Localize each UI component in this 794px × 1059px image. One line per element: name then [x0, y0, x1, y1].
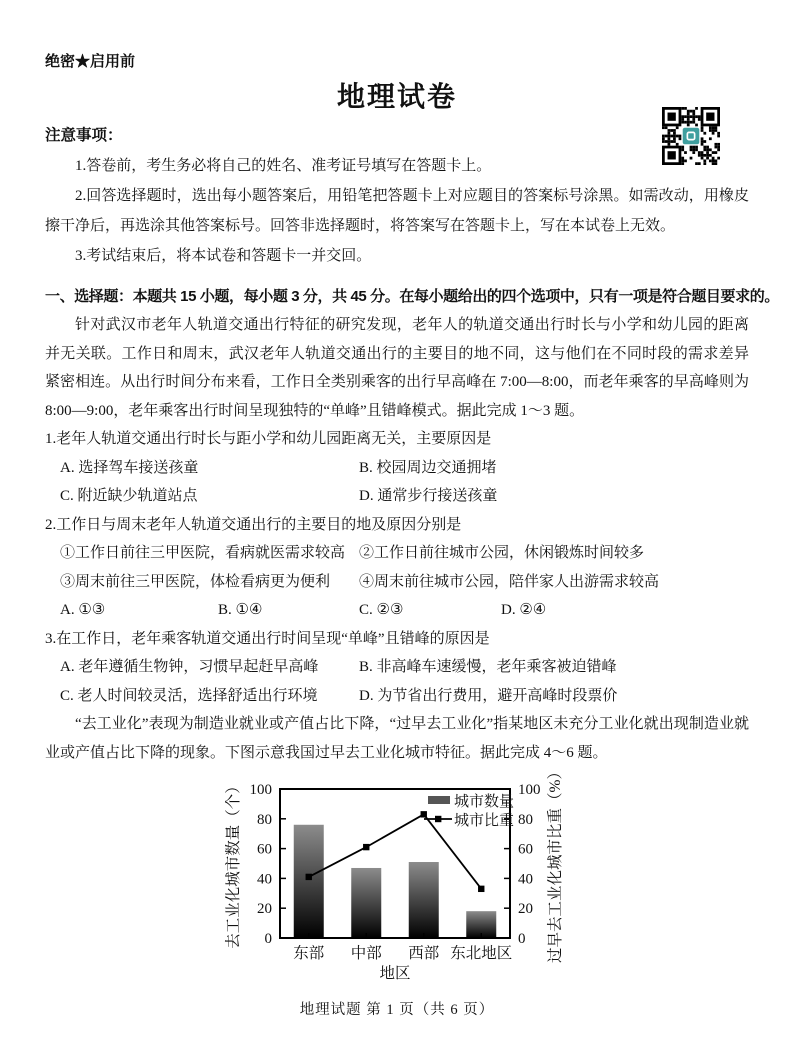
question-3-stem: 3.在工作日，老年乘客轨道交通出行时间呈现“单峰”且错峰的原因是 [45, 630, 490, 647]
svg-text:100: 100 [249, 782, 272, 798]
option-3a: A. 老年遵循生物钟，习惯早起赶早高峰 [60, 659, 319, 675]
notice-heading: 注意事项： [45, 127, 123, 144]
question-2-items [45, 539, 749, 596]
svg-text:0: 0 [264, 931, 272, 947]
option-3b: B. 非高峰车速缓慢，老年乘客被迫错峰 [359, 659, 617, 675]
question-2-options [45, 596, 749, 625]
svg-text:80: 80 [257, 811, 272, 828]
option-2a: A. ①③ [60, 602, 106, 618]
page-title: 地理试卷 [336, 82, 457, 113]
chart-deindustrialization [186, 766, 586, 1006]
question-1 [45, 425, 749, 511]
option-2c: C. ②③ [359, 602, 404, 618]
svg-text:过早去工业化城市比重（%）: 过早去工业化城市比重（%） [547, 766, 564, 963]
svg-text:60: 60 [518, 841, 533, 858]
notice-item-1: 1.答卷前，考生务必将自己的姓名、准考证号填写在答题卡上。 [75, 158, 492, 174]
svg-text:西部: 西部 [408, 945, 440, 962]
qr-code-image [662, 107, 720, 165]
option-1c: C. 附近缺少轨道站点 [60, 488, 198, 504]
passage-deindustrialization: “去工业化”表现为制造业就业或产值占比下降，“过早去工业化”指某地区未充分工业化就出现制造业就业或产值占比下降的现象。下图示意我国过早去工业化城市特征。据此完成 4～6 题。 [45, 716, 749, 761]
page-footer: 地理试题 第 1 页（共 6 页） [299, 1002, 495, 1018]
option-2d: D. ②④ [501, 602, 547, 618]
item-2-4: ④周末前往城市公园，陪伴家人出游需求较高 [359, 573, 660, 590]
question-2 [45, 511, 749, 625]
question-1-options [45, 454, 749, 511]
option-2b: B. ①④ [218, 602, 263, 618]
svg-text:100: 100 [518, 782, 541, 798]
svg-text:40: 40 [518, 871, 533, 888]
option-3c: C. 老人时间较灵活，选择舒适出行环境 [60, 687, 318, 704]
qr-code [662, 107, 720, 167]
svg-text:东北地区: 东北地区 [450, 945, 513, 962]
svg-text:东部: 东部 [293, 945, 325, 962]
svg-text:20: 20 [518, 901, 533, 918]
question-2-stem: 2.工作日与周末老年人轨道交通出行的主要目的地及原因分别是 [45, 516, 462, 533]
question-3 [45, 625, 749, 711]
notice-item-3: 3.考试结束后，将本试卷和答题卡一并交回。 [75, 248, 372, 264]
option-1b: B. 校园周边交通拥堵 [359, 459, 497, 476]
svg-text:中部: 中部 [350, 945, 382, 962]
question-3-options [45, 653, 749, 710]
passage-metro: 针对武汉市老年人轨道交通出行特征的研究发现，老年人的轨道交通出行时长与小学和幼儿园的距离并无关联。工作日和周末，武汉老年人轨道交通出行的主要目的地不同，这与他们在不同时段的需求差异紧密相连。从出行时间分布来看，工作日全类别乘客的出行早高峰在 7:00—8:00，而老年乘客的早高峰则为 8:00—9:00，老年乘客出行时间呈现独特的“单峰”且错峰模式。据此完成 1～3 题。 [45, 317, 749, 419]
item-2-2: ②工作日前往城市公园，休闲锻炼时间较多 [359, 545, 645, 561]
svg-text:80: 80 [518, 811, 533, 828]
item-2-3: ③周末前往三甲医院，体检看病更为便利 [60, 573, 331, 590]
svg-text:城市比重: 城市比重 [454, 813, 515, 829]
svg-text:60: 60 [257, 841, 272, 858]
chart-svg [186, 766, 586, 1006]
question-1-stem: 1.老年人轨道交通出行时长与距小学和幼儿园距离无关，主要原因是 [45, 431, 492, 447]
notice-item-2: 2.回答选择题时，选出每小题答案后，用铅笔把答题卡上对应题目的答案标号涂黑。如需改动，用橡皮擦干净后，再选涂其他答案标号。回答非选择题时，将答案写在答题卡上，写在本试卷上无效。 [45, 188, 749, 234]
section-one-heading: 一、选择题：本题共 15 小题，每小题 3 分，共 45 分。在每小题给出的四个选项中，只有一项是符合题目要求的。 [45, 288, 779, 305]
svg-text:20: 20 [257, 901, 272, 918]
svg-text:0: 0 [518, 931, 526, 947]
svg-text:去工业化城市数量（个）: 去工业化城市数量（个） [225, 778, 242, 949]
svg-text:40: 40 [257, 871, 272, 888]
option-1a: A. 选择驾车接送孩童 [60, 459, 199, 476]
svg-text:城市数量: 城市数量 [454, 794, 515, 810]
svg-text:地区: 地区 [379, 965, 411, 982]
item-2-1: ①工作日前往三甲医院，看病就医需求较高 [60, 545, 346, 561]
option-1d: D. 通常步行接送孩童 [359, 488, 498, 504]
option-3d: D. 为节省出行费用，避开高峰时段票价 [359, 687, 618, 704]
classification-label: 绝密★启用前 [45, 53, 136, 70]
